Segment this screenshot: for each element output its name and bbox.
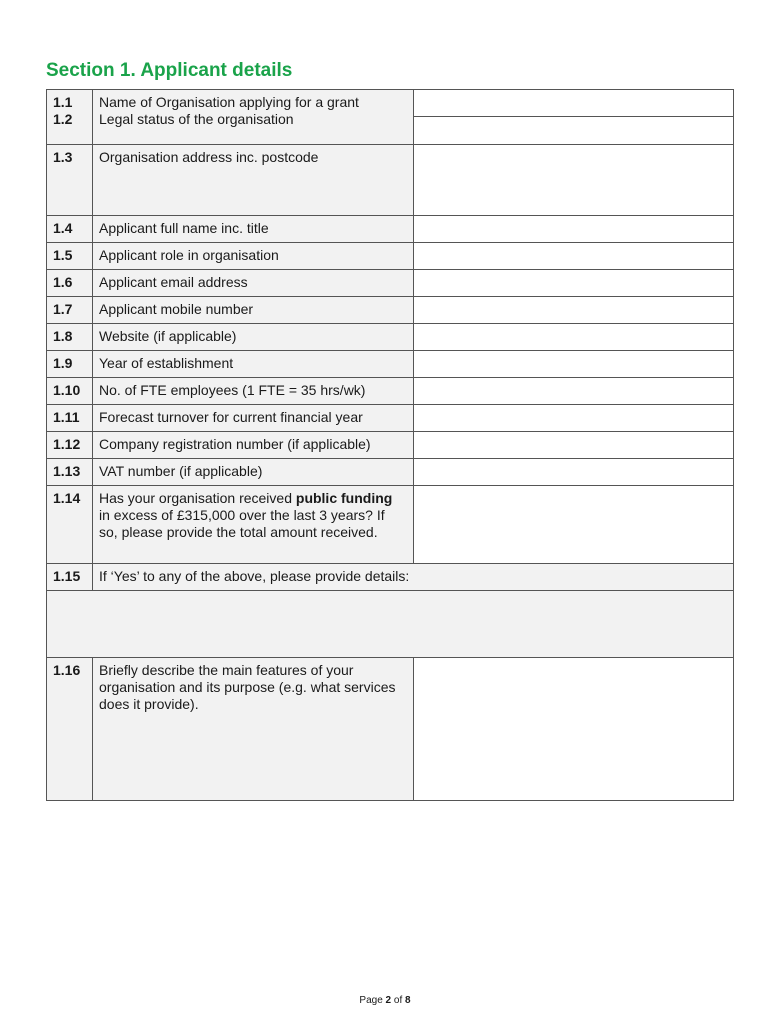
table-row xyxy=(47,658,734,801)
row-number: 1.9 xyxy=(47,351,93,378)
row-number: 1.4 xyxy=(47,216,93,243)
applicant-details-table xyxy=(46,89,734,801)
main-features-label: Briefly describe the main features of your organisation and its purpose (e.g. what services does it provide). xyxy=(93,658,414,801)
details-prompt-label: If ‘Yes’ to any of the above, please provide details: xyxy=(93,564,734,591)
table-row xyxy=(47,297,734,324)
page-footer xyxy=(0,995,770,1006)
email-field[interactable] xyxy=(414,270,734,297)
address-label: Organisation address inc. postcode xyxy=(93,145,414,216)
table-row xyxy=(47,405,734,432)
table-row xyxy=(47,243,734,270)
row-labels-1-1-1-2 xyxy=(93,90,414,145)
row-number: 1.10 xyxy=(47,378,93,405)
row-number: 1.13 xyxy=(47,459,93,486)
company-registration-label: Company registration number (if applicable) xyxy=(93,432,414,459)
public-funding-label xyxy=(93,486,414,564)
table-row xyxy=(47,432,734,459)
table-row xyxy=(47,145,734,216)
year-established-label: Year of establishment xyxy=(93,351,414,378)
role-label: Applicant role in organisation xyxy=(93,243,414,270)
row-number: 1.5 xyxy=(47,243,93,270)
page-total: 8 xyxy=(405,995,411,1006)
row-number: 1.11 xyxy=(47,405,93,432)
details-field[interactable] xyxy=(47,591,734,658)
email-label: Applicant email address xyxy=(93,270,414,297)
forecast-turnover-label: Forecast turnover for current financial year xyxy=(93,405,414,432)
table-row xyxy=(47,591,734,658)
table-row xyxy=(47,90,734,145)
fte-employees-label: No. of FTE employees (1 FTE = 35 hrs/wk) xyxy=(93,378,414,405)
mobile-field[interactable] xyxy=(414,297,734,324)
public-funding-field[interactable] xyxy=(414,486,734,564)
row-number: 1.2 xyxy=(53,111,73,127)
row-number: 1.6 xyxy=(47,270,93,297)
fte-employees-field[interactable] xyxy=(414,378,734,405)
row-numbers-1-1-1-2 xyxy=(47,90,93,145)
row-number: 1.16 xyxy=(47,658,93,801)
year-established-field[interactable] xyxy=(414,351,734,378)
table-row xyxy=(47,459,734,486)
page-current: 2 xyxy=(385,995,392,1006)
page-of: of xyxy=(393,995,403,1006)
legal-status-field[interactable] xyxy=(414,117,733,144)
forecast-turnover-field[interactable] xyxy=(414,405,734,432)
row-number: 1.3 xyxy=(47,145,93,216)
public-funding-label-bold: public funding xyxy=(295,490,393,506)
row-number: 1.15 xyxy=(47,564,93,591)
section-title: Section 1. Applicant details xyxy=(46,60,293,81)
table-row xyxy=(47,351,734,378)
full-name-field[interactable] xyxy=(414,216,734,243)
table-row xyxy=(47,564,734,591)
row-number: 1.12 xyxy=(47,432,93,459)
table-row xyxy=(47,324,734,351)
mobile-label: Applicant mobile number xyxy=(93,297,414,324)
table-row xyxy=(47,486,734,564)
vat-number-field[interactable] xyxy=(414,459,734,486)
organisation-name-field[interactable] xyxy=(414,90,733,117)
public-funding-label-post: in excess of £315,000 over the last 3 years? If so, please provide the total amount received. xyxy=(99,507,385,540)
main-features-field[interactable] xyxy=(414,658,734,801)
vat-number-label: VAT number (if applicable) xyxy=(93,459,414,486)
table-row xyxy=(47,216,734,243)
row-number: 1.14 xyxy=(47,486,93,564)
row-number: 1.8 xyxy=(47,324,93,351)
website-label: Website (if applicable) xyxy=(93,324,414,351)
role-field[interactable] xyxy=(414,243,734,270)
organisation-name-label: Name of Organisation applying for a grant xyxy=(99,94,359,110)
legal-status-label: Legal status of the organisation xyxy=(99,111,294,127)
full-name-label: Applicant full name inc. title xyxy=(93,216,414,243)
row-number: 1.7 xyxy=(47,297,93,324)
table-row xyxy=(47,378,734,405)
row-number: 1.1 xyxy=(53,94,73,110)
page-label: Page xyxy=(359,995,383,1006)
value-cells-1-1-1-2 xyxy=(414,90,734,145)
website-field[interactable] xyxy=(414,324,734,351)
address-field[interactable] xyxy=(414,145,734,216)
table-row xyxy=(47,270,734,297)
public-funding-label-pre: Has your organisation received xyxy=(99,490,296,506)
company-registration-field[interactable] xyxy=(414,432,734,459)
